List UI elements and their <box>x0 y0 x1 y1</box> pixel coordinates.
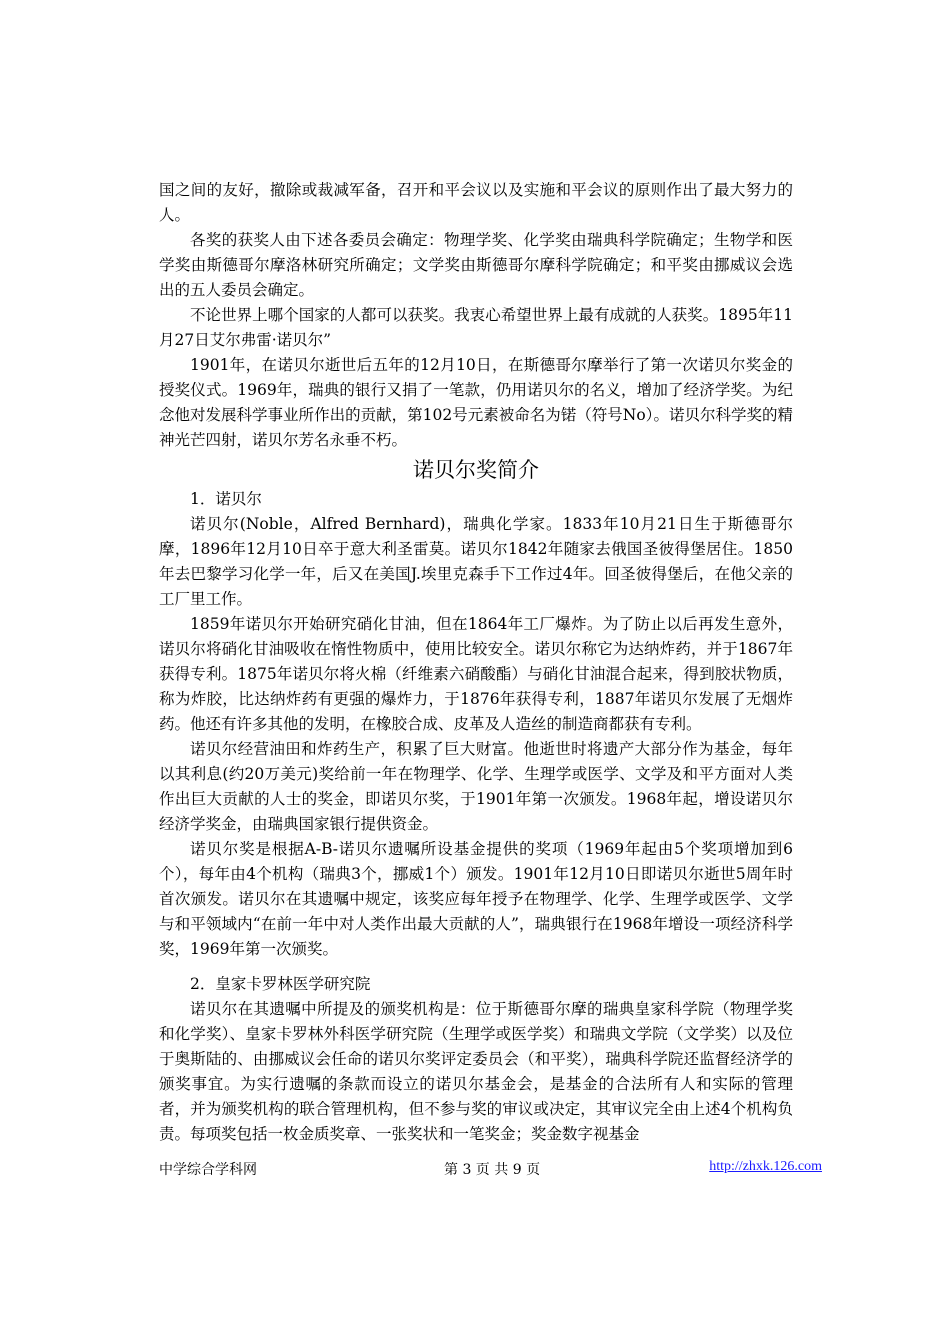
footer-page-number: 第 3 页 共 9 页 <box>444 1162 541 1178</box>
paragraph: 诺贝尔在其遗嘱中所提及的颁奖机构是：位于斯德哥尔摩的瑞典皇家科学院（物理学奖和化学奖）、皇家卡罗林外科医学研究院（生理学或医学奖）和瑞典文学院（文学奖）以及位于奥斯陆的、由挪威议会任命的诺贝尔奖评定委员会（和平奖），瑞典科学院还监督经济学的颁奖事宜。为实行遗嘱的条款而设立的诺贝尔基金会，是基金的合法所有人和实际的管理者，并为颁奖机构的联合管理机构，但不参与奖的审议或决定，其审议完全由上述4个机构负责。每项奖包括一枚金质奖章、一张奖状和一笔奖金；奖金数字视基金 <box>159 1000 793 1143</box>
section-title: 诺贝尔奖简介 <box>413 458 539 482</box>
footer-site-name: 中学综合学科网 <box>159 1162 257 1178</box>
paragraph: 诺贝尔(Noble，Alfred Bernhard)，瑞典化学家。1833年10月21日生于斯德哥尔摩，1896年12月10日卒于意大利圣雷莫。诺贝尔1842年随家去俄国圣彼得堡居住。1850年去巴黎学习化学一年，后又在美国J.埃里克森手下工作过4年。回圣彼得堡后，在他父亲的工厂里工作。 <box>159 515 793 608</box>
paragraph: 国之间的友好，撤除或裁减军备，召开和平会议以及实施和平会议的原则作出了最大努力的人。 <box>159 181 793 224</box>
page-footer <box>159 1159 822 1181</box>
paragraph: 诺贝尔奖是根据A-B-诺贝尔遗嘱所设基金提供的奖项（1969年起由5个奖项增加到6个），每年由4个机构（瑞典3个，挪威1个）颁发。1901年12月10日即诺贝尔逝世5周年时首次颁发。诺贝尔在其遗嘱中规定，该奖应每年授予在物理学、化学、生理学或医学、文学与和平领域内“在前一年中对人类作出最大贡献的人”，瑞典银行在1968年增设一项经济科学奖，1969年第一次颁奖。 <box>159 840 793 958</box>
document-body <box>159 178 793 1147</box>
paragraph: 1859年诺贝尔开始研究硝化甘油，但在1864年工厂爆炸。为了防止以后再发生意外，诺贝尔将硝化甘油吸收在惰性物质中，使用比较安全。诺贝尔称它为达纳炸药，并于1867年获得专利。1875年诺贝尔将火棉（纤维素六硝酸酯）与硝化甘油混合起来，得到胶状物质，称为炸胶，比达纳炸药有更强的爆炸力，于1876年获得专利，1887年诺贝尔发展了无烟炸药。他还有许多其他的发明，在橡胶合成、皮革及人造丝的制造商都获有专利。 <box>159 615 793 733</box>
paragraph: 诺贝尔经营油田和炸药生产，积累了巨大财富。他逝世时将遗产大部分作为基金，每年以其利息(约20万美元)奖给前一年在物理学、化学、生理学或医学、文学及和平方面对人类作出巨大贡献的人士的奖金，即诺贝尔奖，于1901年第一次颁发。1968年起，增设诺贝尔经济学奖金，由瑞典国家银行提供资金。 <box>159 740 793 833</box>
footer-link[interactable]: http://zhxk.126.com <box>709 1159 822 1174</box>
spacer <box>159 962 793 972</box>
paragraph: 不论世界上哪个国家的人都可以获奖。我衷心希望世界上最有成就的人获奖。1895年11月27日艾尔弗雷·诺贝尔” <box>159 306 793 349</box>
subsection-heading: 1．诺贝尔 <box>190 490 262 508</box>
paragraph: 各奖的获奖人由下述各委员会确定：物理学奖、化学奖由瑞典科学院确定；生物学和医学奖由斯德哥尔摩洛林研究所确定；文学奖由斯德哥尔摩科学院确定；和平奖由挪威议会选出的五人委员会确定。 <box>159 231 793 299</box>
subsection-heading: 2．皇家卡罗林医学研究院 <box>190 975 371 993</box>
paragraph: 1901年，在诺贝尔逝世后五年的12月10日，在斯德哥尔摩举行了第一次诺贝尔奖金的授奖仪式。1969年，瑞典的银行又捐了一笔款，仍用诺贝尔的名义，增加了经济学奖。为纪念他对发展科学事业所作出的贡献，第102号元素被命名为锘（符号No）。诺贝尔科学奖的精神光芒四射，诺贝尔芳名永垂不朽。 <box>159 356 793 449</box>
